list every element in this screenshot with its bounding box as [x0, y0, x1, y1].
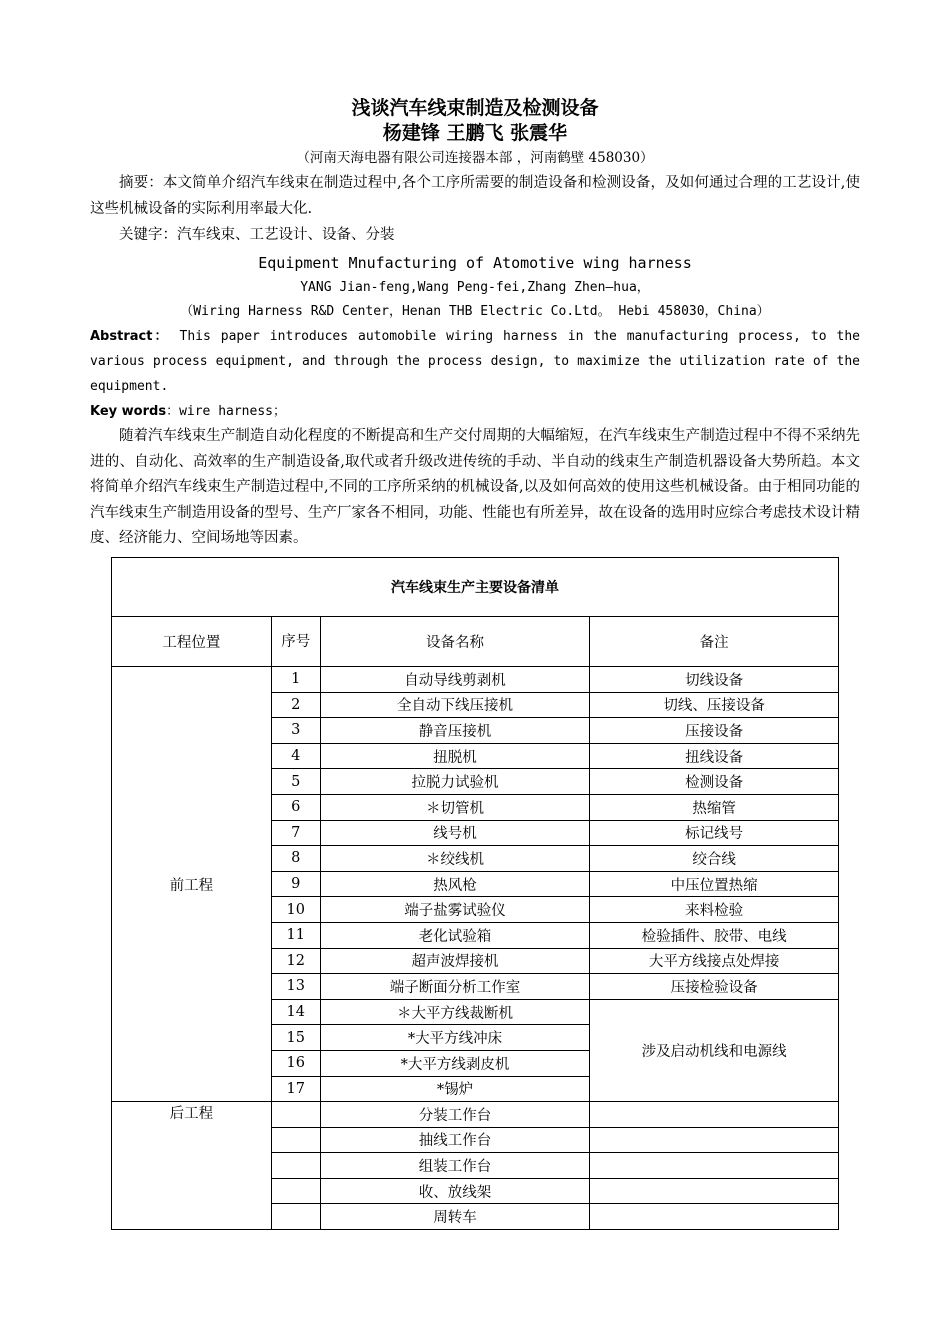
english-authors: YANG Jian-feng,Wang Peng-fei,Zhang Zhen—hua，	[300, 280, 650, 295]
seq-cell	[271, 1204, 320, 1230]
equipment-name-cell: 全自动下线压接机	[320, 692, 590, 718]
keywords-en-text: ：wire harness；	[166, 404, 286, 419]
seq-cell: 10	[271, 897, 320, 923]
keywords-en	[90, 399, 860, 424]
note-cell: 切线、压接设备	[590, 692, 839, 718]
seq-cell: 14	[271, 999, 320, 1025]
equipment-name-cell: ＊绞线机	[320, 846, 590, 872]
table-row	[112, 667, 839, 693]
english-title: Equipment Mnufacturing of Atomotive wing harness	[258, 254, 692, 272]
note-cell: 扭线设备	[590, 743, 839, 769]
note-cell: 热缩管	[590, 794, 839, 820]
equipment-name-cell: 拉脱力试验机	[320, 769, 590, 795]
seq-cell: 6	[271, 794, 320, 820]
paper-page	[90, 96, 860, 552]
note-cell: 中压位置热缩	[590, 871, 839, 897]
seq-cell: 12	[271, 948, 320, 974]
seq-cell: 2	[271, 692, 320, 718]
seq-cell: 5	[271, 769, 320, 795]
equipment-name-cell: 分装工作台	[320, 1102, 590, 1128]
note-cell	[590, 1178, 839, 1204]
seq-cell: 16	[271, 1050, 320, 1076]
equipment-name-cell: 收、放线架	[320, 1178, 590, 1204]
seq-cell: 15	[271, 1025, 320, 1051]
keywords-cn: 关键字：汽车线束、工艺设计、设备、分装	[119, 227, 395, 243]
note-cell: 检测设备	[590, 769, 839, 795]
note-cell	[590, 1153, 839, 1179]
equipment-name-cell: *大平方线剥皮机	[320, 1050, 590, 1076]
abstract-en-label: Abstract：	[90, 329, 170, 344]
equipment-name-cell: *大平方线冲床	[320, 1025, 590, 1051]
seq-cell: 11	[271, 922, 320, 948]
abstract-en	[90, 324, 860, 399]
seq-cell	[271, 1178, 320, 1204]
seq-cell: 17	[271, 1076, 320, 1102]
paper-title: 浅谈汽车线束制造及检测设备	[351, 97, 599, 119]
equipment-name-cell: 静音压接机	[320, 718, 590, 744]
header-name: 设备名称	[320, 617, 590, 667]
equipment-name-cell: ＊切管机	[320, 794, 590, 820]
header-position: 工程位置	[112, 617, 272, 667]
note-cell: 压接设备	[590, 718, 839, 744]
english-affiliation: （Wiring Harness R&D Center，Henan THB Electric Co.Ltd。 Hebi 458030，China）	[180, 304, 770, 319]
seq-cell	[271, 1153, 320, 1179]
equipment-name-cell: 扭脱机	[320, 743, 590, 769]
seq-cell: 8	[271, 846, 320, 872]
equipment-name-cell: 热风枪	[320, 871, 590, 897]
equipment-name-cell: 端子断面分析工作室	[320, 974, 590, 1000]
paper-affiliation: （河南天海电器有限公司连接器本部 ，河南鹤壁 458030）	[296, 150, 654, 166]
group-back: 后工程	[112, 1102, 272, 1230]
equipment-name-cell: 老化试验箱	[320, 922, 590, 948]
note-cell: 绞合线	[590, 846, 839, 872]
header-note: 备注	[590, 617, 839, 667]
body-paragraph: 随着汽车线束生产制造自动化程度的不断提高和生产交付周期的大幅缩短，在汽车线束生产制造过程中不得不采纳先进的、自动化、高效率的生产制造设备,取代或者升级改进传统的手动、半自动的线束生产制造机器设备大势所趋。本文将简单介绍汽车线束生产制造过程中,不同的工序所采纳的机械设备,以及如何高效的使用这些机械设备。由于相同功能的汽车线束生产制造用设备的型号、生产厂家各不相同，功能、性能也有所差异，故在设备的选用时应综合考虑技术设计精度、经济能力、空间场地等因素。	[90, 428, 860, 546]
note-cell	[590, 1127, 839, 1153]
seq-cell: 9	[271, 871, 320, 897]
seq-cell	[271, 1102, 320, 1128]
seq-cell	[271, 1127, 320, 1153]
note-cell: 压接检验设备	[590, 974, 839, 1000]
abstract-en-text: This paper introduces automobile wiring harness in the manufacturing process, to the various process equipment, and through the process design, to maximize the utilization rate of the equipment.	[90, 329, 860, 394]
table-row	[112, 1102, 839, 1128]
note-cell	[590, 1204, 839, 1230]
equipment-name-cell: *锡炉	[320, 1076, 590, 1102]
table-caption: 汽车线束生产主要设备清单	[112, 558, 839, 617]
keywords-en-label: Key words	[90, 404, 167, 419]
equipment-table	[111, 557, 839, 1230]
note-cell: 切线设备	[590, 667, 839, 693]
equipment-name-cell: 周转车	[320, 1204, 590, 1230]
seq-cell: 13	[271, 974, 320, 1000]
note-cell: 标记线号	[590, 820, 839, 846]
equipment-name-cell: 超声波焊接机	[320, 948, 590, 974]
equipment-name-cell: 组装工作台	[320, 1153, 590, 1179]
note-cell: 检验插件、胶带、电线	[590, 922, 839, 948]
equipment-name-cell: 抽线工作台	[320, 1127, 590, 1153]
equipment-name-cell: ＊大平方线裁断机	[320, 999, 590, 1025]
header-seq: 序号	[271, 617, 320, 667]
seq-cell: 3	[271, 718, 320, 744]
group-front: 前工程	[112, 667, 272, 1102]
seq-cell: 4	[271, 743, 320, 769]
equipment-name-cell: 线号机	[320, 820, 590, 846]
equipment-name-cell: 端子盐雾试验仪	[320, 897, 590, 923]
abstract-cn: 摘要：本文简单介绍汽车线束在制造过程中,各个工序所需要的制造设备和检测设备，及如何通过合理的工艺设计,使这些机械设备的实际利用率最大化.	[90, 175, 860, 217]
seq-cell: 7	[271, 820, 320, 846]
note-cell: 大平方线接点处焊接	[590, 948, 839, 974]
note-cell	[590, 1102, 839, 1128]
seq-cell: 1	[271, 667, 320, 693]
paper-authors: 杨建锋 王鹏飞 张震华	[382, 122, 568, 144]
note-cell: 来料检验	[590, 897, 839, 923]
equipment-name-cell: 自动导线剪剥机	[320, 667, 590, 693]
merged-note-cell: 涉及启动机线和电源线	[590, 999, 839, 1101]
